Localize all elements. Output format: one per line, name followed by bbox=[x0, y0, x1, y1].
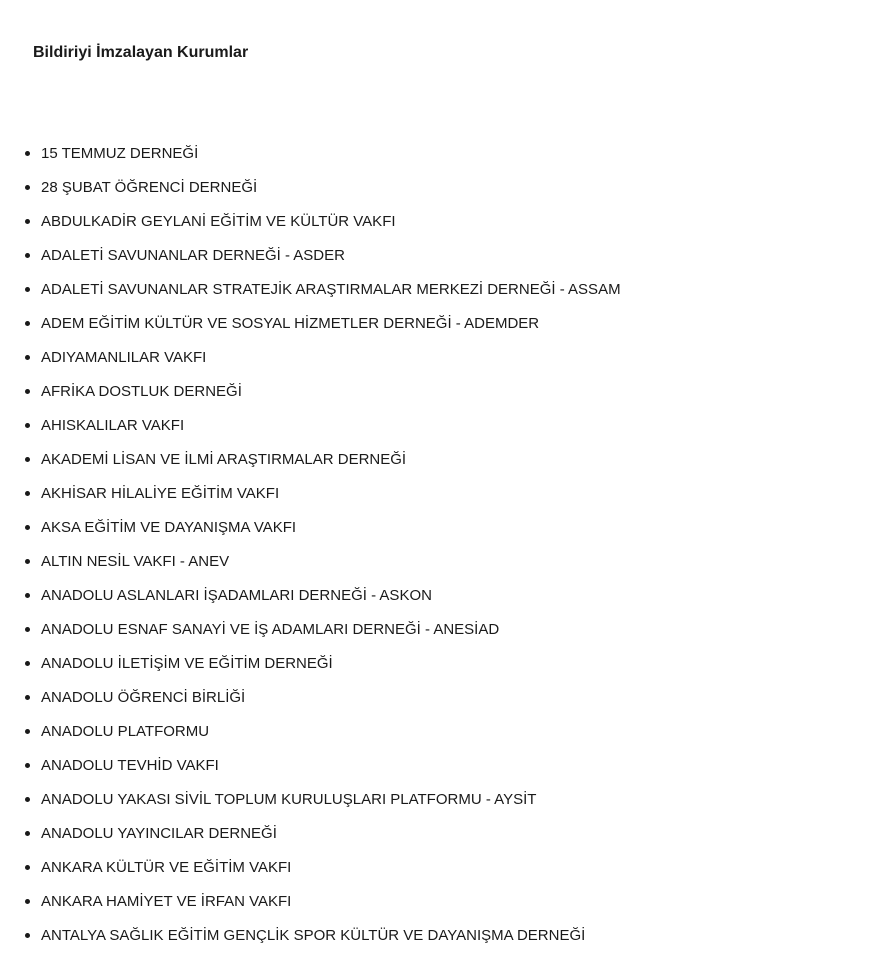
bullet-icon bbox=[25, 865, 30, 870]
list-item bbox=[23, 443, 882, 477]
organization-name: ANKARA HAMİYET VE İRFAN VAKFI bbox=[41, 893, 292, 910]
bullet-icon bbox=[25, 389, 30, 394]
list-item bbox=[23, 885, 882, 919]
bullet-icon bbox=[25, 423, 30, 428]
bullet-icon bbox=[25, 593, 30, 598]
list-item bbox=[23, 341, 882, 375]
list-item bbox=[23, 579, 882, 613]
organization-name: ANKARA KÜLTÜR VE EĞİTİM VAKFI bbox=[41, 859, 292, 876]
organization-name: ANADOLU ESNAF SANAYİ VE İŞ ADAMLARI DERNEĞİ - ANESİAD bbox=[41, 621, 500, 638]
bullet-icon bbox=[25, 797, 30, 802]
list-item bbox=[23, 307, 882, 341]
list-item bbox=[23, 205, 882, 239]
organization-name: ANADOLU İLETİŞİM VE EĞİTİM DERNEĞİ bbox=[41, 655, 333, 672]
list-item bbox=[23, 477, 882, 511]
page-title: Bildiriyi İmzalayan Kurumlar bbox=[33, 44, 249, 61]
organization-name: ADALETİ SAVUNANLAR STRATEJİK ARAŞTIRMALAR MERKEZİ DERNEĞİ - ASSAM bbox=[41, 281, 621, 298]
list-item bbox=[23, 171, 882, 205]
organization-name: AHISKALILAR VAKFI bbox=[41, 417, 185, 434]
bullet-icon bbox=[25, 185, 30, 190]
organization-name: AKADEMİ LİSAN VE İLMİ ARAŞTIRMALAR DERNEĞİ bbox=[41, 451, 407, 468]
organization-name: ANTALYA SAĞLIK EĞİTİM GENÇLİK SPOR KÜLTÜR VE DAYANIŞMA DERNEĞİ bbox=[41, 927, 586, 944]
organization-name: ADEM EĞİTİM KÜLTÜR VE SOSYAL HİZMETLER DERNEĞİ - ADEMDER bbox=[41, 315, 540, 332]
list-item bbox=[23, 273, 882, 307]
list-item bbox=[23, 409, 882, 443]
organization-name: ADALETİ SAVUNANLAR DERNEĞİ - ASDER bbox=[41, 247, 345, 264]
list-item bbox=[23, 749, 882, 783]
bullet-icon bbox=[25, 253, 30, 258]
bullet-icon bbox=[25, 491, 30, 496]
list-item bbox=[23, 783, 882, 817]
bullet-icon bbox=[25, 457, 30, 462]
organization-name: 28 ŞUBAT ÖĞRENCİ DERNEĞİ bbox=[41, 179, 258, 196]
list-item bbox=[23, 817, 882, 851]
organization-name: ABDULKADİR GEYLANİ EĞİTİM VE KÜLTÜR VAKFI bbox=[41, 213, 396, 230]
organization-name: AKSA EĞİTİM VE DAYANIŞMA VAKFI bbox=[41, 519, 297, 536]
organization-name: ANADOLU TEVHİD VAKFI bbox=[41, 757, 219, 774]
list-item bbox=[23, 545, 882, 579]
bullet-icon bbox=[25, 763, 30, 768]
list-item bbox=[23, 511, 882, 545]
bullet-icon bbox=[25, 525, 30, 530]
list-item bbox=[23, 375, 882, 409]
list-item bbox=[23, 239, 882, 273]
bullet-icon bbox=[25, 899, 30, 904]
organization-name: ANADOLU YAYINCILAR DERNEĞİ bbox=[41, 825, 277, 842]
list-item bbox=[23, 681, 882, 715]
bullet-icon bbox=[25, 661, 30, 666]
bullet-icon bbox=[25, 219, 30, 224]
bullet-icon bbox=[25, 559, 30, 564]
bullet-icon bbox=[25, 287, 30, 292]
list-item bbox=[23, 613, 882, 647]
organization-name: 15 TEMMUZ DERNEĞİ bbox=[41, 145, 199, 162]
signatory-organizations-list bbox=[23, 137, 882, 953]
list-item bbox=[23, 647, 882, 681]
bullet-icon bbox=[25, 729, 30, 734]
organization-name: ANADOLU YAKASI SİVİL TOPLUM KURULUŞLARI PLATFORMU - AYSİT bbox=[41, 791, 537, 808]
bullet-icon bbox=[25, 831, 30, 836]
list-item bbox=[23, 851, 882, 885]
bullet-icon bbox=[25, 695, 30, 700]
list-item bbox=[23, 919, 882, 953]
bullet-icon bbox=[25, 151, 30, 156]
bullet-icon bbox=[25, 933, 30, 938]
bullet-icon bbox=[25, 627, 30, 632]
organization-name: ADIYAMANLILAR VAKFI bbox=[41, 349, 207, 366]
organization-name: ANADOLU ASLANLARI İŞADAMLARI DERNEĞİ - ASKON bbox=[41, 587, 432, 604]
list-item bbox=[23, 715, 882, 749]
bullet-icon bbox=[25, 321, 30, 326]
bullet-icon bbox=[25, 355, 30, 360]
organization-name: ANADOLU PLATFORMU bbox=[41, 723, 210, 740]
list-item bbox=[23, 137, 882, 171]
organization-name: AFRİKA DOSTLUK DERNEĞİ bbox=[41, 383, 242, 400]
organization-name: ANADOLU ÖĞRENCİ BİRLİĞİ bbox=[41, 689, 246, 706]
organization-name: ALTIN NESİL VAKFI - ANEV bbox=[41, 553, 230, 570]
organization-name: AKHİSAR HİLALİYE EĞİTİM VAKFI bbox=[41, 485, 280, 502]
